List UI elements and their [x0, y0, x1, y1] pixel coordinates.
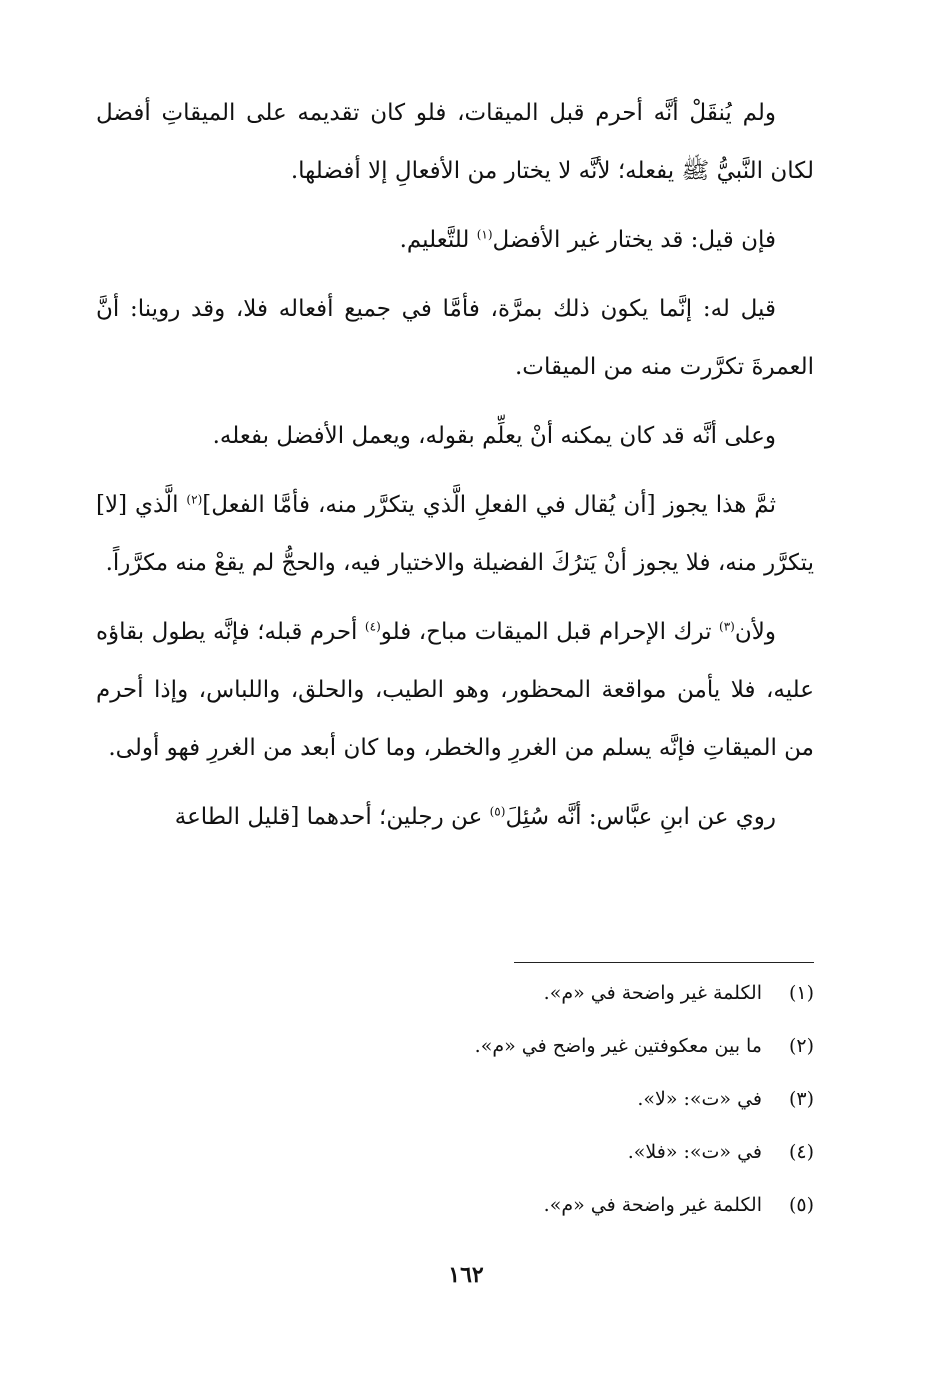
paragraph-6-text-b: ترك الإحرام قبل الميقات مباح، فلو — [380, 619, 720, 645]
footnote-text: في «ت»: «لا». — [637, 1088, 762, 1110]
footnote-text: الكلمة غير واضحة في «م». — [543, 1194, 762, 1216]
paragraph-7-text-a: روي عن ابنِ عبَّاس: أنَّه سُئِلَ — [505, 804, 776, 830]
paragraph-1-text: ولم يُنقَلْ أنَّه أحرم قبل الميقات، فلو كان تقديمه على الميقاتِ أفضل لكان النَّبيُّ ﷺ يفعله؛ لأنَّه لا يختار من الأفعالِ إلا أفضلها. — [96, 100, 814, 184]
footnote-text: في «ت»: «فلا». — [627, 1141, 762, 1163]
page-number: ١٦٢ — [448, 1262, 484, 1288]
paragraph-2-text-b: للتَّعليم. — [399, 227, 477, 253]
paragraph-1 — [96, 84, 814, 200]
paragraph-4-text: وعلى أنَّه قد كان يمكنه أنْ يعلِّم بقوله، ويعمل الأفضل بفعله. — [212, 423, 776, 449]
footnote-item — [96, 1192, 814, 1219]
paragraph-2-text-a: فإن قيل: قد يختار غير الأفضل — [492, 227, 776, 253]
paragraph-5-text-a: ثمَّ هذا يجوز [أن يُقال في الفعلِ الَّذي يتكرَّر منه، فأمَّا الفعل] — [202, 492, 776, 518]
paragraph-6-text-a: ولأن — [734, 619, 776, 645]
footnote-ref-4: (٤) — [364, 619, 381, 634]
footnote-number: (١) — [788, 982, 814, 1004]
footnote-text: الكلمة غير واضحة في «م». — [543, 982, 762, 1004]
footnote-number: (٢) — [788, 1035, 814, 1057]
paragraph-4 — [96, 407, 814, 465]
paragraph-5-text-b: الَّذي [لا] يتكرَّر منه، فلا يجوز أنْ يَترُكَ الفضيلة والاختيار فيه، والحجُّ لم يقعْ منه مكرَّراً. — [96, 492, 814, 576]
paragraph-6-text-c: أحرم قبله؛ فإنَّه يطول بقاؤه عليه، فلا يأمن مواقعة المحظور، وهو الطيب، والحلق، واللباس، وإذا أحرم من الميقاتِ فإنَّه يسلم من الغررِ والخطر، وما كان أبعد من الغررِ فهو أولى. — [96, 619, 814, 761]
footnote-text: ما بين معكوفتين غير واضح في «م». — [474, 1035, 762, 1057]
footnote-number: (٥) — [788, 1194, 814, 1216]
footnote-ref-5: (٥) — [489, 804, 506, 819]
paragraph-6 — [96, 603, 814, 777]
footnotes-list — [96, 980, 814, 1245]
footnote-divider — [514, 962, 814, 963]
paragraph-5 — [96, 476, 814, 592]
footnote-ref-2: (٢) — [186, 492, 203, 507]
main-text — [96, 84, 814, 857]
footnote-item — [96, 980, 814, 1007]
paragraph-2 — [96, 211, 814, 269]
footnote-ref-3: (٣) — [719, 619, 735, 634]
paragraph-7 — [96, 788, 814, 846]
footnote-item — [96, 1139, 814, 1166]
footnote-item — [96, 1033, 814, 1060]
paragraph-3 — [96, 280, 814, 396]
paragraph-3-text: قيل له: إنَّما يكون ذلك بمرَّة، فأمَّا في جميع أفعاله فلا، وقد روينا: أنَّ العمرةَ تكرَّرت منه من الميقات. — [96, 296, 814, 380]
footnote-number: (٤) — [788, 1141, 814, 1163]
paragraph-7-text-b: عن رجلين؛ أحدهما [قليل الطاعة — [174, 804, 490, 830]
footnote-number: (٣) — [788, 1088, 814, 1110]
footnote-item — [96, 1086, 814, 1113]
footnote-ref-1: (١) — [476, 227, 493, 242]
